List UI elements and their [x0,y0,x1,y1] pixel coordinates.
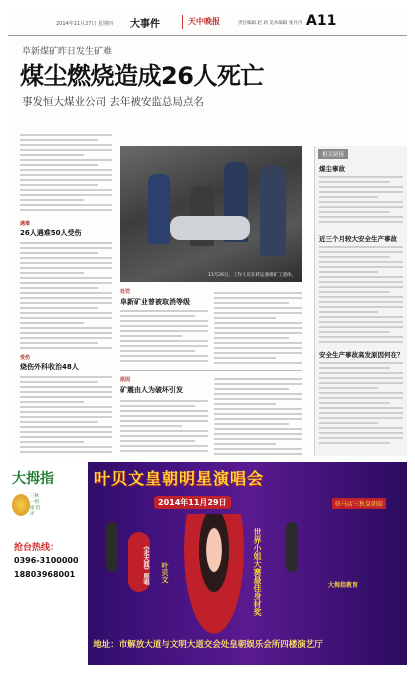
newspaper-page [8,10,407,665]
singer-photo [184,514,244,634]
related-links-sidebar [314,146,407,456]
sidebar-heading-1: 煤尘事故 [319,165,345,173]
hotline-phone-2: 18803968001 [14,570,76,579]
sub-headline: 事发恒大煤业公司 去年被安监总局点名 [22,96,204,108]
singer-name: 叶贝文 [161,562,169,583]
editors-line: 责任编辑 赵 莉 美术编辑 张丹丹 [238,21,303,26]
microphone-icon [106,522,118,572]
burns-text-block [20,376,112,456]
sidebar-text-3 [319,362,403,452]
concert-title: 叶贝文皇朝明星演唱会 [94,469,265,488]
photo-caption: 11月26日，工作人员在转运遇难矿工遗体。 [208,273,296,278]
sidebar-text-2 [319,246,403,346]
headline-kicker: 阜新煤矿昨日发生矿难 [22,47,113,57]
main-headline: 煤尘燃烧造成26人死亡 [20,62,264,90]
subhead-casualties: 26人遇难50人受伤 [20,229,82,237]
lead-text-block [20,134,112,216]
newspaper-logo: 天中晚报 [188,17,220,26]
concert-date: 2014年11月29日 [154,496,231,509]
singer-award: 世界小姐大赛最佳身材奖 [253,528,262,616]
sidebar-heading-2: 近三个月较大安全生产事故 [319,235,397,243]
sidebar-text-1 [319,176,403,228]
sponsor-brand: 大拇指 [12,471,54,487]
rescuer-figure [260,166,286,256]
hotline-phone-1: 0396-3100000 [14,556,79,565]
subhead-cause: 矿震由人为破坏引发 [120,386,183,394]
subhead-tag-1: 遇难 [20,221,31,227]
subhead-tag-2: 受伤 [20,355,31,361]
rescuer-figure [148,174,170,244]
secondary-sponsor: 大拇指教育 [328,582,359,589]
cause-text-right [214,378,302,456]
casualties-text-block [20,242,112,350]
sponsor-subtitle: 三秋 一拇 指 伯 评 [30,494,41,517]
venue-address: 地址：市解放大道与文明大道交会处皇朝娱乐会所四楼演艺厅 [93,640,323,650]
sidebar-heading-3: 安全生产事故高发原因何在？ [319,351,404,359]
section-rule [120,370,302,371]
concert-advertisement [8,462,407,665]
penalty-text-right [214,292,302,366]
hotline-label: 抢台热线： [14,543,60,553]
subhead-burns: 烧伤外科收治48人 [20,363,79,371]
subhead-tag-4: 原因 [120,377,131,383]
cause-text-left [120,400,208,456]
issue-date: 2014年11月27日 星期四 [56,21,114,27]
sidebar-label: 相关链接 [318,149,348,159]
page-header [8,10,407,36]
penalty-text-left [120,310,208,366]
rescue-photo [120,146,302,282]
subhead-tag-3: 处罚 [120,289,131,295]
subhead-penalty: 阜新矿业曾被取消等级 [120,298,190,306]
microphone-icon [286,522,298,572]
stretcher-bag [170,216,250,240]
section-title: 大事件 [130,19,160,30]
concert-venue-tag: 驻马店三秋皇朝娱 [332,498,386,509]
header-divider [182,15,183,29]
song-badge: 《走天涯》原唱 [128,532,150,592]
sponsor-emblem-icon [12,494,30,516]
page-number: A11 [306,13,337,29]
